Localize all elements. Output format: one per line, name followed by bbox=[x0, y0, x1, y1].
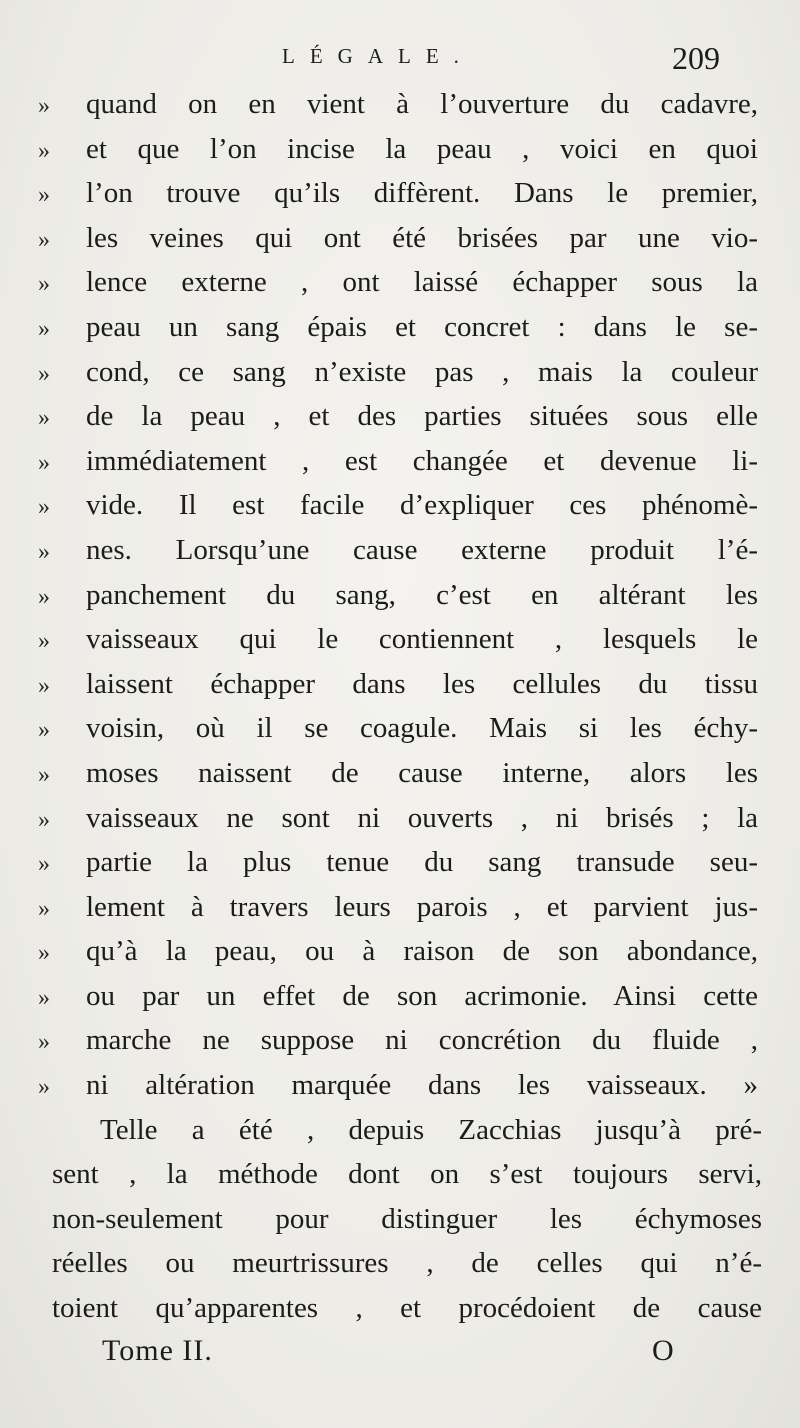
paragraph-text-line bbox=[38, 1286, 768, 1331]
quotation-marker: » bbox=[38, 137, 47, 164]
volume-label: Tome II. bbox=[102, 1334, 213, 1367]
quoted-text-line bbox=[38, 751, 768, 796]
quoted-text-line bbox=[38, 974, 768, 1019]
quotation-marker: » bbox=[38, 271, 47, 298]
quotation-marker: » bbox=[38, 315, 47, 342]
quotation-marker: » bbox=[38, 761, 47, 788]
line-text: vide. Il est facile d’expliquer ces phénomè- bbox=[86, 489, 758, 522]
line-text: immédiatement , est changée et devenue li- bbox=[86, 444, 758, 477]
signature-mark: O bbox=[652, 1334, 674, 1367]
quoted-text-line bbox=[38, 305, 768, 350]
quotation-marker: » bbox=[38, 538, 47, 565]
line-text: cond, ce sang n’existe pas , mais la couleur bbox=[86, 355, 758, 388]
line-text: partie la plus tenue du sang transude seu- bbox=[86, 846, 758, 879]
quoted-text-line bbox=[38, 1018, 768, 1063]
quoted-text-line bbox=[38, 260, 768, 305]
quoted-text-line bbox=[38, 350, 768, 395]
line-text: nes. Lorsqu’une cause externe produit l’é- bbox=[86, 533, 758, 566]
quotation-marker: » bbox=[38, 226, 47, 253]
line-text: les veines qui ont été brisées par une vio- bbox=[86, 221, 758, 254]
quotation-marker: » bbox=[38, 851, 47, 878]
line-text: laissent échapper dans les cellules du tissu bbox=[86, 667, 758, 700]
quoted-text-line bbox=[38, 528, 768, 573]
line-text: lence externe , ont laissé échapper sous la bbox=[86, 266, 758, 299]
quotation-marker: » bbox=[38, 984, 47, 1011]
line-text: peau un sang épais et concret : dans le se- bbox=[86, 310, 758, 343]
line-text: vaisseaux ne sont ni ouverts , ni brisés ; la bbox=[86, 801, 758, 834]
line-text: sent , la méthode dont on s’est toujours servi, bbox=[52, 1158, 762, 1191]
quoted-text-line bbox=[38, 82, 768, 127]
quotation-marker: » bbox=[38, 182, 47, 209]
quoted-text-line bbox=[38, 1063, 768, 1108]
quoted-text-line bbox=[38, 840, 768, 885]
quotation-marker: » bbox=[38, 93, 47, 119]
line-text: voisin, où il se coagule. Mais si les échy- bbox=[86, 712, 758, 745]
quotation-marker: » bbox=[38, 405, 47, 432]
quoted-text-line bbox=[38, 885, 768, 930]
quotation-marker: » bbox=[38, 806, 47, 833]
quoted-text-line bbox=[38, 617, 768, 662]
body-text bbox=[38, 82, 768, 1331]
line-text: et que l’on incise la peau , voici en quoi bbox=[86, 132, 758, 165]
quotation-marker: » bbox=[38, 628, 47, 655]
quotation-marker: » bbox=[38, 672, 47, 699]
quotation-marker: » bbox=[38, 583, 47, 610]
quoted-text-line bbox=[38, 394, 768, 439]
line-text: ou par un effet de son acrimonie. Ainsi cette bbox=[86, 979, 758, 1012]
quoted-text-line bbox=[38, 171, 768, 216]
line-text: l’on trouve qu’ils diffèrent. Dans le premier, bbox=[86, 177, 758, 210]
paragraph-text-line bbox=[38, 1108, 768, 1153]
line-text: Telle a été , depuis Zacchias jusqu’à pré- bbox=[100, 1113, 762, 1146]
quotation-marker: » bbox=[38, 940, 47, 967]
paragraph-text-line bbox=[38, 1241, 768, 1286]
quotation-marker: » bbox=[38, 1074, 47, 1101]
line-text: réelles ou meurtrissures , de celles qui n’é- bbox=[52, 1247, 762, 1280]
quoted-text-line bbox=[38, 483, 768, 528]
line-text: de la peau , et des parties situées sous elle bbox=[86, 400, 758, 433]
running-title: LÉGALE. bbox=[282, 44, 474, 68]
quoted-text-line bbox=[38, 706, 768, 751]
line-text: toient qu’apparentes , et procédoient de cause bbox=[52, 1292, 762, 1325]
quoted-text-line bbox=[38, 127, 768, 172]
quoted-text-line bbox=[38, 796, 768, 841]
line-text: panchement du sang, c’est en altérant les bbox=[86, 578, 758, 611]
quoted-text-line bbox=[38, 216, 768, 261]
quotation-marker: » bbox=[38, 717, 47, 744]
quoted-text-line bbox=[38, 573, 768, 618]
quotation-marker: » bbox=[38, 360, 47, 387]
line-text: quand on en vient à l’ouverture du cadavre, bbox=[86, 88, 758, 120]
quotation-marker: » bbox=[38, 895, 47, 922]
line-text: marche ne suppose ni concrétion du fluide , bbox=[86, 1024, 758, 1057]
quotation-marker: » bbox=[38, 449, 47, 476]
quotation-marker: » bbox=[38, 494, 47, 521]
quoted-text-line bbox=[38, 439, 768, 484]
line-text: qu’à la peau, ou à raison de son abondance, bbox=[86, 935, 758, 968]
paragraph-text-line bbox=[38, 1197, 768, 1242]
paragraph-text-line bbox=[38, 1152, 768, 1197]
quotation-marker: » bbox=[38, 1029, 47, 1056]
line-text: vaisseaux qui le contiennent , lesquels le bbox=[86, 623, 758, 656]
page-number: 209 bbox=[672, 40, 720, 76]
line-text: non-seulement pour distinguer les échymoses bbox=[52, 1202, 762, 1235]
quoted-text-line bbox=[38, 662, 768, 707]
line-text: ni altération marquée dans les vaisseaux. » bbox=[86, 1069, 758, 1102]
page-footer bbox=[0, 1334, 800, 1374]
line-text: lement à travers leurs parois , et parvient jus- bbox=[86, 890, 758, 923]
running-head bbox=[0, 40, 800, 84]
quoted-text-line bbox=[38, 929, 768, 974]
line-text: moses naissent de cause interne, alors les bbox=[86, 756, 758, 789]
